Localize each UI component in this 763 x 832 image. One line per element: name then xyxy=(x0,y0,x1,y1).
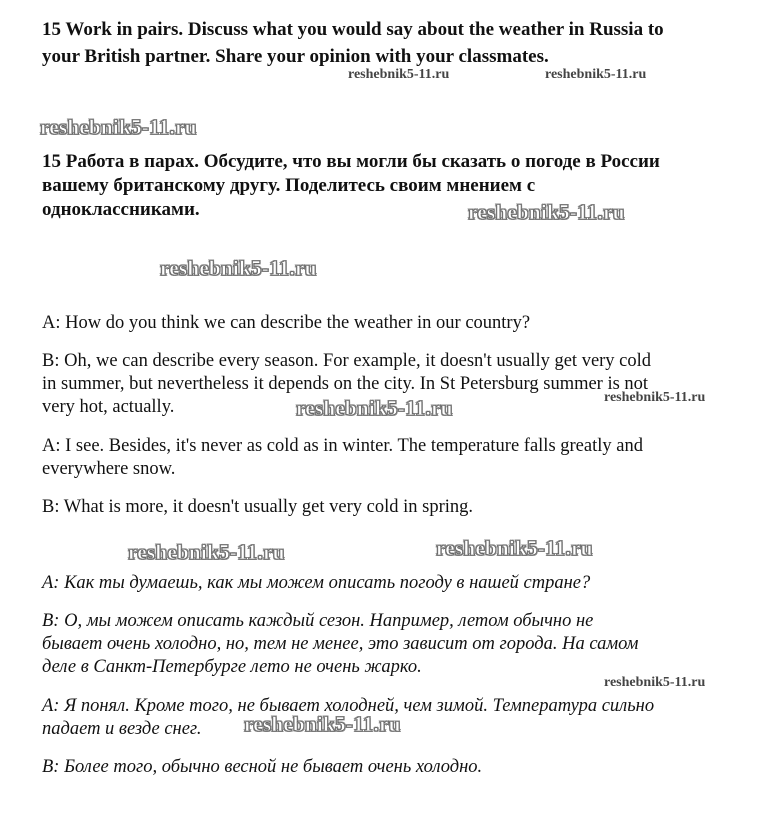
task-en-line2: your British partner. Share your opinion with your classmates. xyxy=(42,46,549,67)
task-ru-line1: 15 Работа в парах. Обсудите, что вы могли бы сказать о погоде в России xyxy=(42,151,660,172)
watermark: reshebnik5-11.ru xyxy=(348,67,450,82)
dialogue-line: A: I see. Besides, it's never as cold as in winter. The temperature falls greatly and xyxy=(42,436,643,456)
task-en-line1: 15 Work in pairs. Discuss what you would say about the weather in Russia to xyxy=(42,19,664,40)
dialogue-line: А: Я понял. Кроме того, не бывает холодней, чем зимой. Температура сильно xyxy=(42,696,655,716)
dialogue-ru-b1 xyxy=(42,610,638,679)
dialogue-line: бывает очень холодно, но, тем не менее, это зависит от города. На самом xyxy=(42,634,639,654)
watermark: reshebnik5-11.ru xyxy=(40,115,197,139)
dialogue-en-a1 xyxy=(42,312,530,335)
dialogue-en-a2 xyxy=(42,435,643,481)
watermark: reshebnik5-11.ru xyxy=(468,200,625,224)
watermark: reshebnik5-11.ru xyxy=(244,712,401,736)
dialogue-line: В: Более того, обычно весной не бывает очень холодно. xyxy=(42,757,483,777)
dialogue-line: B: Oh, we can describe every season. For example, it doesn't usually get very cold xyxy=(42,351,652,371)
task-ru-line2: вашему британскому другу. Поделитесь своим мнением с xyxy=(42,175,536,196)
dialogue-line: A: How do you think we can describe the weather in our country? xyxy=(42,313,531,333)
watermark: reshebnik5-11.ru xyxy=(128,540,285,564)
dialogue-line: everywhere snow. xyxy=(42,459,176,479)
watermark: reshebnik5-11.ru xyxy=(436,536,593,560)
dialogue-line: in summer, but nevertheless it depends on the city. In St Petersburg summer is not xyxy=(42,374,649,394)
dialogue-line: В: О, мы можем описать каждый сезон. Например, летом обычно не xyxy=(42,611,594,631)
dialogue-line: B: What is more, it doesn't usually get very cold in spring. xyxy=(42,497,474,517)
dialogue-line: very hot, actually. xyxy=(42,397,175,417)
task-en xyxy=(42,16,664,70)
dialogue-ru-a1 xyxy=(42,572,590,595)
watermark: reshebnik5-11.ru xyxy=(296,396,453,420)
dialogue-line: падает и везде снег. xyxy=(42,719,202,739)
dialogue-ru-b2 xyxy=(42,756,482,779)
dialogue-line: А: Как ты думаешь, как мы можем описать погоду в нашей стране? xyxy=(42,573,591,593)
watermark: reshebnik5-11.ru xyxy=(604,390,706,405)
watermark: reshebnik5-11.ru xyxy=(160,256,317,280)
watermark: reshebnik5-11.ru xyxy=(604,675,706,690)
task-ru-line3: одноклассниками. xyxy=(42,199,200,220)
watermark: reshebnik5-11.ru xyxy=(545,67,647,82)
dialogue-line: деле в Санкт-Петербурге лето не очень жарко. xyxy=(42,657,422,677)
dialogue-en-b2 xyxy=(42,496,473,519)
